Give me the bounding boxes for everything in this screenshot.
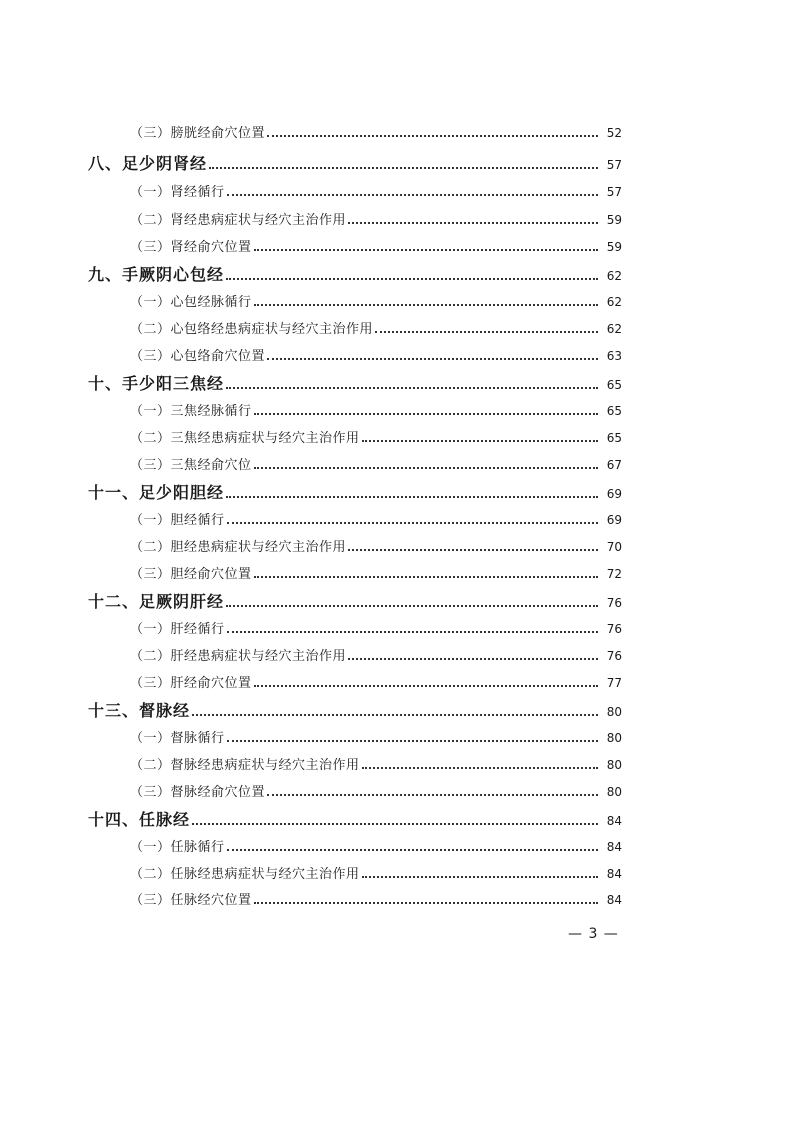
toc-dot-leader [227, 522, 598, 524]
toc-entry[interactable] [130, 781, 622, 800]
toc-dot-leader [348, 658, 598, 660]
toc-entry-page: 80 [606, 705, 622, 719]
toc-entry[interactable] [130, 727, 622, 746]
toc-entry-page: 62 [606, 269, 622, 283]
toc-entry-page: 76 [606, 649, 622, 663]
toc-entry-page: 80 [606, 785, 622, 799]
toc-entry-page: 69 [606, 487, 622, 501]
toc-dot-leader [267, 358, 598, 360]
toc-dot-leader [227, 740, 598, 742]
toc-entry-page: 67 [606, 458, 622, 472]
toc-entry-title: 十四、任脉经 [88, 810, 191, 829]
toc-dot-leader [254, 467, 598, 469]
toc-entry[interactable] [130, 563, 622, 582]
toc-dot-leader [227, 194, 598, 196]
toc-entry-title: 十二、足厥阴肝经 [88, 592, 225, 611]
toc-entry-title: （三）肝经俞穴位置 [130, 676, 252, 691]
toc-dot-leader [375, 331, 598, 333]
toc-entry-title: （二）肾经患病症状与经穴主治作用 [130, 213, 347, 228]
toc-entry[interactable] [130, 645, 622, 664]
toc-dot-leader [254, 576, 598, 578]
toc-entry-title: （一）心包经脉循行 [130, 295, 252, 310]
toc-dot-leader [226, 387, 598, 389]
toc-entry-page: 84 [606, 867, 622, 881]
toc-dot-leader [227, 849, 598, 851]
toc-dot-leader [267, 135, 598, 137]
toc-entry[interactable] [130, 672, 622, 691]
page-number: — 3 — [568, 926, 619, 942]
toc-entry[interactable] [130, 291, 622, 310]
toc-entry-title: 九、手厥阴心包经 [88, 265, 225, 284]
toc-entry-page: 57 [606, 158, 622, 172]
toc-entry[interactable] [130, 209, 622, 228]
toc-entry-title: （三）任脉经穴位置 [130, 893, 252, 908]
toc-dot-leader [254, 249, 598, 251]
toc-dot-leader [362, 440, 598, 442]
toc-dot-leader [254, 685, 598, 687]
toc-entry[interactable] [130, 318, 622, 337]
toc-entry-page: 80 [606, 758, 622, 772]
toc-entry-page: 52 [606, 126, 622, 140]
toc-dot-leader [254, 413, 598, 415]
toc-dot-leader [362, 876, 598, 878]
toc-entry-page: 77 [606, 676, 622, 690]
toc-entry-page: 84 [606, 814, 622, 828]
toc-entry-title: （一）督脉循行 [130, 731, 225, 746]
toc-entry-page: 76 [606, 622, 622, 636]
toc-entry-title: （一）肝经循行 [130, 622, 225, 637]
toc-dot-leader [348, 222, 598, 224]
toc-dot-leader [254, 304, 598, 306]
toc-entry[interactable] [130, 454, 622, 473]
toc-entry-title: 十三、督脉经 [88, 701, 191, 720]
toc-entry-title: （三）肾经俞穴位置 [130, 240, 252, 255]
toc-entry[interactable] [130, 181, 622, 200]
toc-entry[interactable] [130, 345, 622, 364]
toc-entry-page: 57 [606, 185, 622, 199]
toc-entry[interactable] [130, 536, 622, 555]
toc-entry-page: 69 [606, 513, 622, 527]
toc-entry[interactable] [130, 889, 622, 908]
toc-entry-title: （二）肝经患病症状与经穴主治作用 [130, 649, 347, 664]
toc-entry-title: （二）督脉经患病症状与经穴主治作用 [130, 758, 360, 773]
toc-entry-title: （三）督脉经俞穴位置 [130, 785, 266, 800]
toc-entry[interactable] [130, 618, 622, 637]
toc-dot-leader [362, 767, 598, 769]
toc-entry[interactable] [88, 698, 622, 721]
toc-dot-leader [192, 823, 598, 825]
toc-entry[interactable] [130, 427, 622, 446]
toc-entry[interactable] [130, 236, 622, 255]
toc-entry-title: （一）胆经循行 [130, 513, 225, 528]
toc-dot-leader [192, 714, 598, 716]
toc-entry[interactable] [130, 863, 622, 882]
toc-dot-leader [226, 605, 598, 607]
toc-dot-leader [226, 278, 598, 280]
toc-entry-title: （三）膀胱经俞穴位置 [130, 126, 266, 141]
toc-entry-page: 65 [606, 378, 622, 392]
toc-dot-leader [348, 549, 598, 551]
toc-dot-leader [209, 167, 598, 169]
toc-entry[interactable] [130, 836, 622, 855]
toc-entry-page: 84 [606, 893, 622, 907]
toc-entry-title: （三）三焦经俞穴位 [130, 458, 252, 473]
toc-entry-title: （二）心包络经患病症状与经穴主治作用 [130, 322, 374, 337]
toc-entry[interactable] [130, 122, 622, 141]
toc-entry-title: 十一、足少阳胆经 [88, 483, 225, 502]
toc-dot-leader [227, 631, 598, 633]
toc-entry-title: （二）任脉经患病症状与经穴主治作用 [130, 867, 360, 882]
toc-entry-page: 59 [606, 213, 622, 227]
toc-entry-page: 59 [606, 240, 622, 254]
toc-entry-page: 65 [606, 431, 622, 445]
toc-entry-page: 63 [606, 349, 622, 363]
toc-entry-page: 70 [606, 540, 622, 554]
toc-dot-leader [254, 902, 598, 904]
toc-entry-page: 76 [606, 596, 622, 610]
toc-entry-page: 84 [606, 840, 622, 854]
toc-dot-leader [267, 794, 598, 796]
toc-entry-page: 65 [606, 404, 622, 418]
toc-entry-title: （二）三焦经患病症状与经穴主治作用 [130, 431, 360, 446]
toc-entry[interactable] [130, 509, 622, 528]
toc-entry-page: 62 [606, 322, 622, 336]
toc-entry[interactable] [88, 262, 622, 285]
toc-entry-title: （一）三焦经脉循行 [130, 404, 252, 419]
toc-entry-title: （三）心包络俞穴位置 [130, 349, 266, 364]
toc-entry[interactable] [88, 371, 622, 394]
toc-dot-leader [226, 496, 598, 498]
toc-entry[interactable] [130, 400, 622, 419]
toc-entry-title: （二）胆经患病症状与经穴主治作用 [130, 540, 347, 555]
toc-entry-page: 72 [606, 567, 622, 581]
toc-entry-title: （一）肾经循行 [130, 185, 225, 200]
toc-entry-title: （一）任脉循行 [130, 840, 225, 855]
toc-entry[interactable] [88, 480, 622, 503]
toc-entry[interactable] [88, 589, 622, 612]
toc-entry[interactable] [88, 807, 622, 830]
toc-entry[interactable] [130, 754, 622, 773]
toc-entry[interactable] [88, 151, 622, 174]
toc-entry-title: 十、手少阳三焦经 [88, 374, 225, 393]
toc-entry-page: 80 [606, 731, 622, 745]
toc-entry-title: （三）胆经俞穴位置 [130, 567, 252, 582]
toc-entry-title: 八、足少阴肾经 [88, 154, 208, 173]
toc-entry-page: 62 [606, 295, 622, 309]
